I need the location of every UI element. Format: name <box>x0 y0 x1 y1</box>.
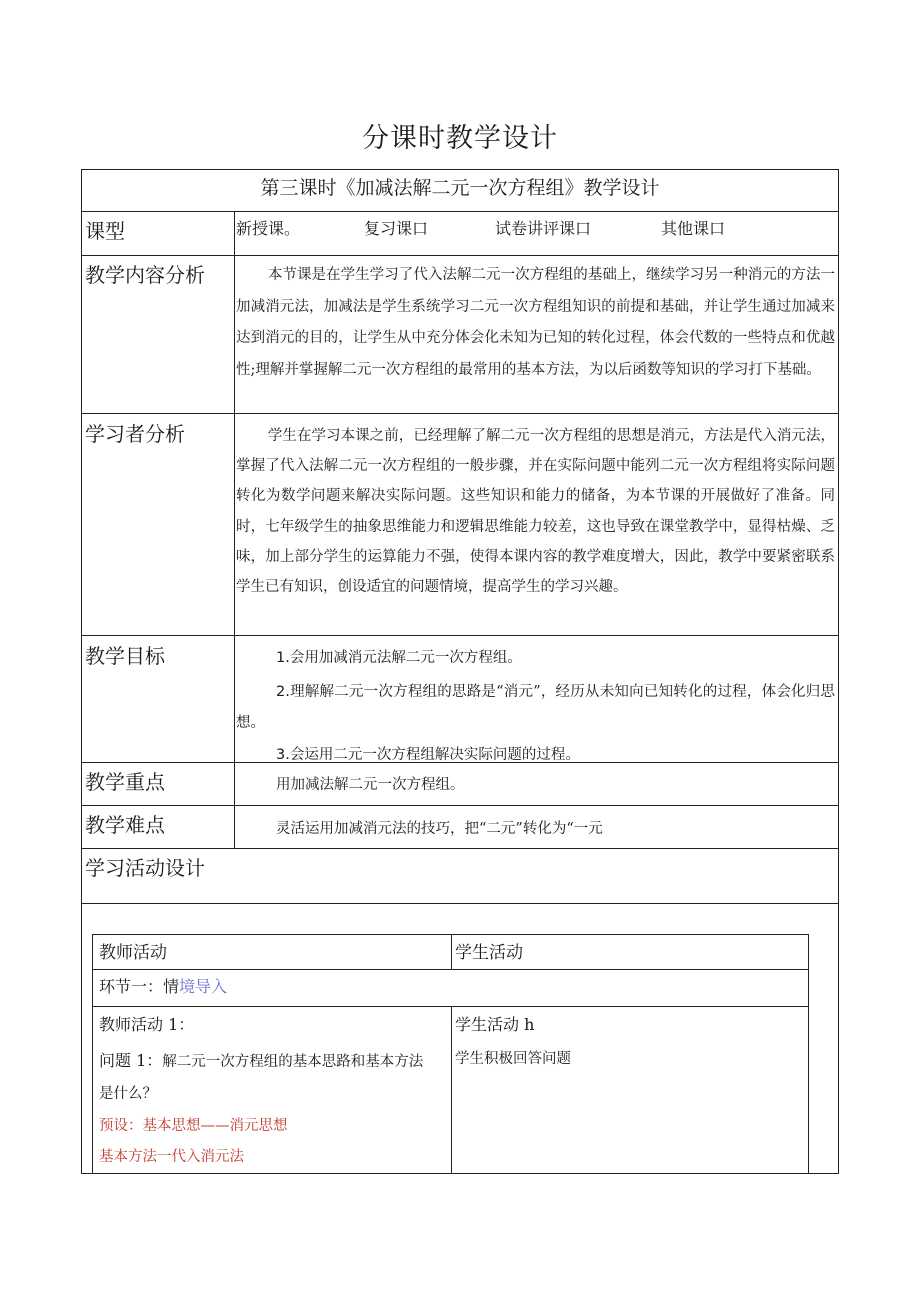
teacher-activity-title: 教师活动 1： <box>99 1015 195 1034</box>
question-label: 问题 1： <box>99 1051 163 1070</box>
teaching-goal-item <box>236 740 835 771</box>
difficult-point-label: 教学难点 <box>85 813 165 837</box>
goal-number: 1 <box>276 650 286 666</box>
difficult-point-text: 灵活运用加减消元法的技巧，把“二元”转化为“一元 <box>276 821 603 837</box>
content-analysis-label: 教学内容分析 <box>85 263 205 287</box>
section-one-heading <box>99 974 227 997</box>
content-analysis-text: 本节课是在学生学习了代入法解二元一次方程组的基础上，继续学习另一种消元的方法一加减消元法，加减法是学生系统学习二元一次方程组知识的前提和基础，并让学生通过加减来达到消元的目的，让学生从中充分体会化未知为已知的转化过程，体会代数的一些特点和优越性;理解并掌握解二元一次方程组的最常用的基本方法，为以后函数等知识的学习打下基础。 <box>236 267 835 378</box>
header-student-activity: 学生活动 <box>455 943 523 963</box>
goal-text: 会运用二元一次方程组解决实际问题的过程。 <box>289 747 580 763</box>
question-one <box>99 1045 429 1110</box>
document-title: 分课时教学设计 <box>362 123 558 154</box>
course-type-option-new: 新授课。 <box>236 219 301 238</box>
lesson-title: 第三课时《加减法解二元一次方程组》教学设计 <box>260 177 660 199</box>
learner-analysis-text: 学生在学习本课之前，已经理解了解二元一次方程组的思想是消元，方法是代入消元法，掌握了代入法解二元一次方程组的一般步骤，并在实际问题中能列二元一次方程组将实际问题转化为数学问题来解决实际问题。这些知识和能力的储备，为本节课的开展做好了准备。同时，七年级学生的抽象思维能力和逻辑思维能力较差，这也导致在课堂教学中，显得枯燥、乏味，加上部分学生的运算能力不强，使得本课内容的教学难度增大，因此，教学中要紧密联系学生已有知识，创设适宜的问题情境，提高学生的学习兴趣。 <box>236 428 835 596</box>
preset-line-1: 预设：基本思想——消元思想 <box>99 1118 288 1134</box>
student-activity-title: 学生活动 h <box>455 1015 535 1034</box>
section-one-prefix: 环节一：情 <box>99 977 180 996</box>
teaching-goal-item <box>236 677 835 739</box>
goal-number: 2 <box>276 684 286 700</box>
course-type-label: 课型 <box>85 219 125 243</box>
goal-text: .理解解二元一次方程组的思路是“消元”，经历从未知向已知转化的过程，体会化归思想。 <box>236 684 835 731</box>
course-type-option-other: 其他课口 <box>661 219 726 238</box>
key-point-label: 教学重点 <box>85 770 165 794</box>
section-one-suffix: 境导入 <box>179 977 228 996</box>
header-teacher-activity: 教师活动 <box>99 943 167 963</box>
teaching-goal-item <box>236 643 835 674</box>
key-point-text: 用加减法解二元一次方程组。 <box>276 777 465 793</box>
activity-design-label: 学习活动设计 <box>85 856 205 880</box>
goal-text: .会用加减消元法解二元一次方程组。 <box>285 650 522 666</box>
student-activity-text: 学生积极回答问题 <box>455 1051 571 1067</box>
goal-number: 3. <box>276 747 290 763</box>
teaching-goals-label: 教学目标 <box>85 644 165 668</box>
question-text: 解二元一次方程组的基本思路和基本方法是什么？ <box>99 1054 424 1102</box>
preset-line-2: 基本方法一代入消元法 <box>99 1149 244 1165</box>
learner-analysis-label: 学习者分析 <box>85 422 185 446</box>
course-type-option-review: 复习课口 <box>364 219 429 238</box>
course-type-option-exam-review: 试卷讲评课口 <box>495 219 592 238</box>
